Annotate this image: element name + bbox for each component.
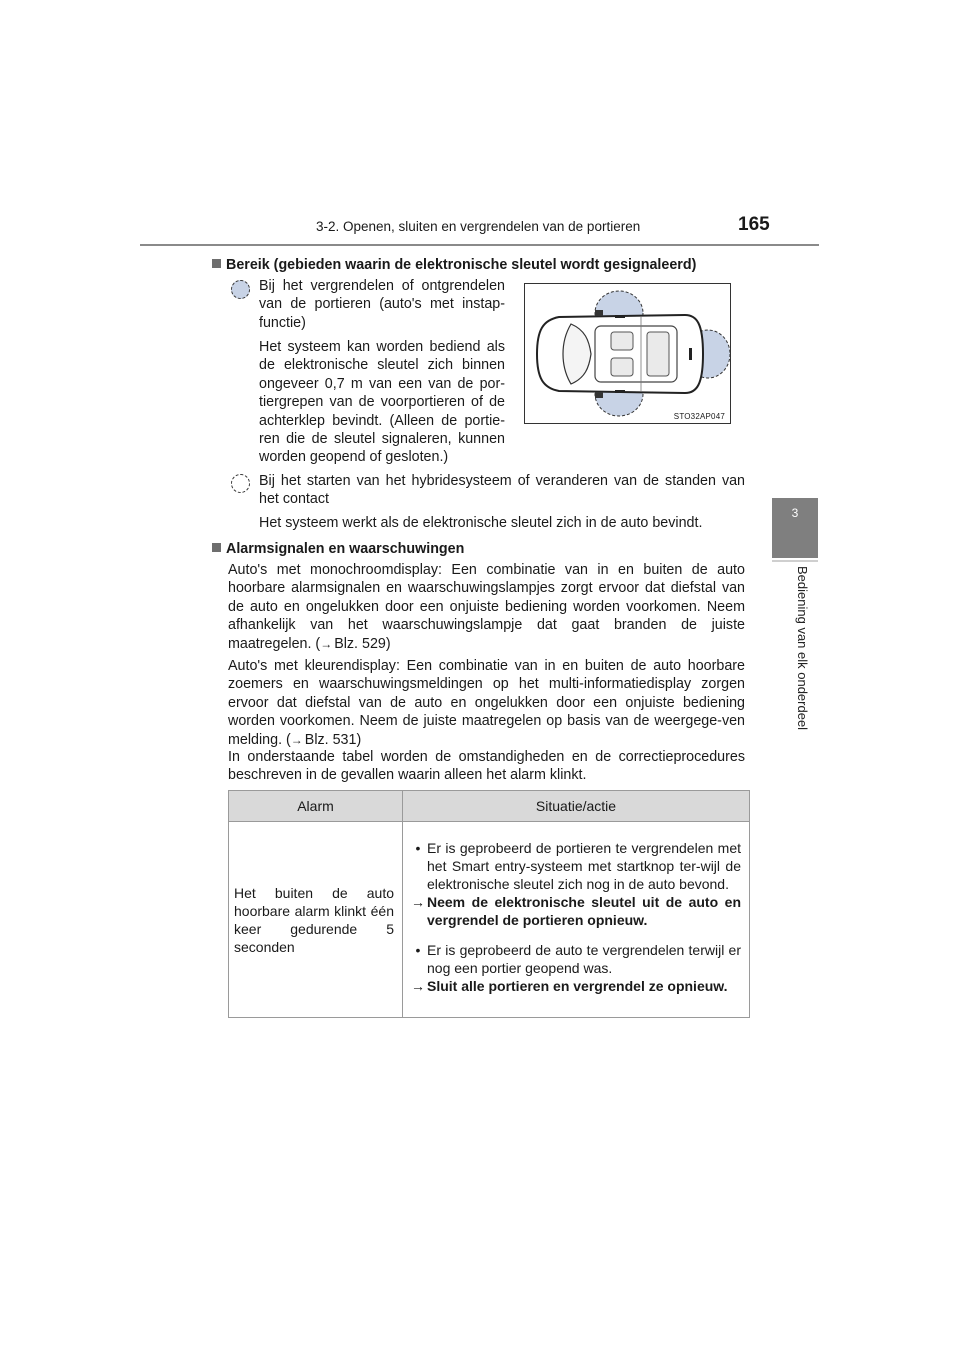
alarm-cell: Het buiten de auto hoorbare alarm klinkt één keer gedurende 5 seconden [229,822,403,1018]
arrow-right-icon: → [320,636,333,651]
bullet-dot-icon: • [415,839,421,856]
square-bullet-icon [212,543,221,552]
situation-text: Er is geprobeerd de auto te vergrendelen terwijl er nog een portier geopend was. [427,941,741,976]
front-seat-right [611,358,633,376]
alarm-paragraph-monochrome [228,561,745,653]
column-header-situation: Situatie/actie [403,791,750,822]
table-header-row [229,791,750,822]
arrow-right-icon: → [411,977,425,994]
mirror-bottom [595,392,603,398]
arrow-right-icon: → [290,732,303,747]
car-body [537,315,703,393]
column-header-alarm: Alarm [229,791,403,822]
alarm-paragraph-table-intro: In onderstaande tabel worden de omstandigheden en de correctieprocedures beschreven in de gevallen waarin alleen het alarm klinkt. [228,749,745,784]
situation-cell [403,822,750,1018]
page-number: 165 [738,214,770,235]
ignition-area-marker-icon [231,474,250,493]
alarm-table [228,790,750,1018]
square-bullet-icon [212,259,221,268]
car-top-view-illustration [525,284,730,423]
alarm-paragraph-monochrome-text: Auto's met monochroomdisplay: Een combinatie van in en buiten de auto hoorbare alarmsignalen en waarschuwingslampjes zorgt ervoor dat diefstal van de auto en ongelukken door een onjuiste bediening worden voorkomen. Neem afhankelijk van het waarschuwingslampje dat gaat branden de juiste maatregelen. ( [228,562,745,652]
alarm-heading-text: Alarmsignalen en waarschuwingen [226,541,465,557]
door-handle-bottom [615,390,625,393]
action-row [409,977,741,995]
situation-text: Er is geprobeerd de portieren te vergrendelen met het Smart entry-systeem met startknop ter-wijl de elektronische sleutel zich nog in de auto bevond. [427,839,741,892]
page-reference-link[interactable]: Blz. 529) [334,635,391,652]
range-item1-title: Bij het vergrendelen of ontgrendelen van de portieren (auto's met instap-functie) [259,278,505,331]
range-heading [212,256,752,274]
situation-group-1 [409,839,741,929]
alarm-heading [212,540,752,558]
chapter-tab-divider [772,560,818,562]
chapter-title: Bediening van elk onderdeel [795,566,810,731]
mirror-top [595,310,603,316]
header-divider [140,244,819,246]
arrow-right-icon: → [411,893,425,910]
action-row [409,893,741,929]
range-heading-text: Bereik (gebieden waarin de elektronische sleutel wordt gesignaleerd) [226,257,697,273]
chapter-number: 3 [791,506,799,520]
action-text: Sluit alle portieren en vergrendel ze opnieuw. [427,977,728,994]
rear-seat [647,332,669,376]
figure-code: STO32AP047 [673,412,725,421]
alarm-paragraph-color-text: Auto's met kleurendisplay: Een combinatie van in en buiten de auto hoorbare zoemers en waarschuwingsmeldingen op het multi-informatiedisplay zorgen ervoor dat diefstal van de auto en ongelukken door een onjuiste bediening worden voorkomen. Neem de juiste maatregelen op basis van de weergege-ven melding. ( [228,658,745,748]
situation-bullet [409,941,741,977]
door-handle-top [615,315,625,318]
detection-area-marker-icon [231,280,250,299]
bullet-dot-icon: • [415,941,421,958]
page-reference-link[interactable]: Blz. 531) [304,731,362,748]
range-item2-title: Bij het starten van het hybridesysteem of veranderen van de standen van het contact [259,473,745,508]
action-text: Neem de elektronische sleutel uit de auto en vergrendel de portieren opnieuw. [427,893,741,928]
range-item1-body: Het systeem kan worden bediend als de elektronische sleutel zich binnen ongeveer 0,7 m van een van de por-tiergrepen van de voorportieren of de achterklep bevindt. (Alleen de portie-ren die de sleutel signaleren, kunnen worden geopend of gesloten.) [259,339,505,466]
section-title: 3-2. Openen, sluiten en vergrendelen van de portieren [316,219,641,234]
table-row [229,822,750,1018]
chapter-tab [772,498,818,558]
front-seat-left [611,332,633,350]
tailgate-handle [689,348,692,360]
range-item2-body: Het systeem werkt als de elektronische sleutel zich in de auto bevindt. [259,515,703,531]
alarm-paragraph-color [228,657,745,749]
situation-group-2 [409,941,741,995]
situation-bullet [409,839,741,893]
detection-range-figure [524,283,731,424]
